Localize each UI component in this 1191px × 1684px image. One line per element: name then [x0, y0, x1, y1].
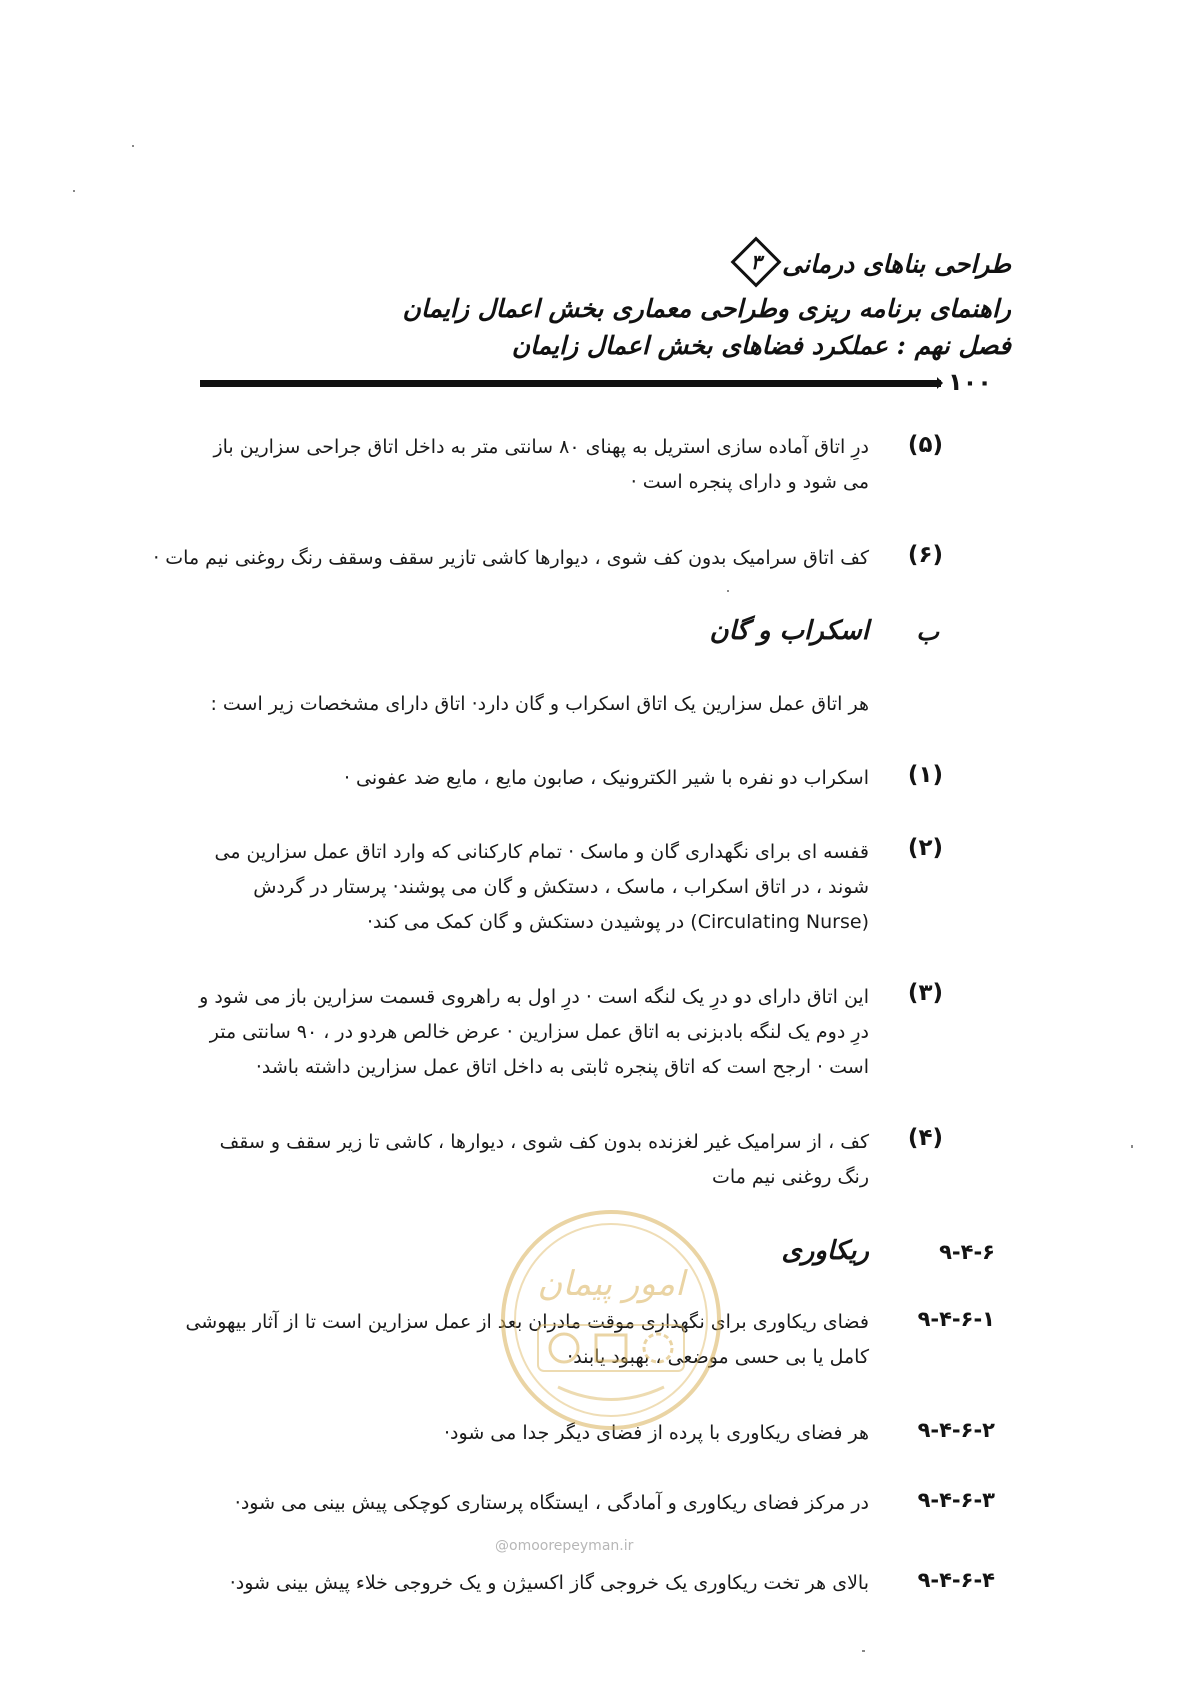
book-title-text: طراحی بناهای درمانی [782, 249, 1011, 279]
item-text: درِ اتاق آماده سازی استریل به پهنای ۸۰ سانتی متر به داخل اتاق جراحی سزارین باز می شود و دارای پنجره است · [213, 436, 869, 493]
item-text: کف اتاق سرامیک بدون کف شوی ، دیوارها کاشی تازیر سقف وسقف رنگ روغنی نیم مات · [153, 547, 869, 569]
subsection-number: ۹-۴-۶-۴ [917, 1568, 995, 1592]
subsection-number: ۹-۴-۶-۱ [917, 1307, 995, 1331]
section-heading: اسکراب و گان [709, 616, 869, 646]
subsection-text: بالای هر تخت ریکاوری یک خروجی گاز اکسیژن و یک خروجی خلاء پیش بینی شود· [229, 1572, 869, 1594]
book-number: ۳ [750, 250, 762, 274]
intro-text: هر اتاق عمل سزارین یک اتاق اسکراب و گان دارد· اتاق دارای مشخصات زیر است : [210, 693, 869, 715]
item-text: قفسه ای برای نگهداری گان و ماسک · تمام کارکنانی که وارد اتاق عمل سزارین می شوند ، در اتاق اسکراب ، ماسک ، دستکش و گان می پوشند· پرستار در گردش (Circulating Nurse) در پوشیدن دستکش و گان کمک می کند· [214, 841, 869, 933]
item-marker: (۱) [907, 762, 943, 788]
section-heading: ریکاوری [781, 1236, 869, 1266]
chapter-title: فصل نهم : عملکرد فضاهای بخش اعمال زایمان [511, 331, 1011, 360]
section-number: ۹-۴-۶ [939, 1240, 995, 1264]
subsection-number: ۹-۴-۶-۲ [917, 1418, 995, 1442]
subsection-number: ۹-۴-۶-۳ [917, 1488, 995, 1512]
item-text: اسکراب دو نفره با شیر الکترونیک ، صابون مایع ، مایع ضد عفونی · [343, 767, 869, 789]
book-title [231, 248, 1011, 284]
subsection-text: فضای ریکاوری برای نگهداری موقت مادران بعد از عمل سزارین است تا از آثار بیهوشی کامل یا بی حسی موضعی ، بهبود یابند· [185, 1311, 869, 1368]
header-rule [200, 380, 941, 387]
subsection-text: هر فضای ریکاوری با پرده از فضای دیگر جدا می شود· [444, 1422, 869, 1444]
scan-speck [862, 1650, 865, 1652]
scan-speck [1131, 1145, 1133, 1148]
item-text: این اتاق دارای دو درِ یک لنگه است · درِ اول به راهروی قسمت سزارین باز می شود و درِ دوم یک لنگه بادبزنی به اتاق عمل سزارین · عرض خالص هردو در ، ۹۰ سانتی متر است · ارجح است که اتاق پنجره ثابتی به داخل اتاق عمل سزارین داشته باشد· [199, 986, 869, 1078]
item-marker: (۵) [907, 432, 943, 458]
watermark-site: @omoorepeyman.ir [495, 1538, 634, 1554]
item-marker: (۶) [907, 542, 943, 568]
scan-speck [727, 590, 729, 592]
header-rule-cap [937, 377, 943, 389]
item-marker: (۲) [907, 835, 943, 861]
item-marker: (۴) [907, 1125, 943, 1151]
scan-speck [132, 145, 134, 147]
guide-title: راهنمای برنامه ریزی وطراحی معماری بخش اعمال زایمان [402, 294, 1011, 323]
item-text: کف ، از سرامیک غیر لغزنده بدون کف شوی ، دیوارها ، کاشی تا زیر سقف و سقف رنگ روغنی نیم مات [219, 1131, 869, 1188]
item-marker: (۳) [907, 980, 943, 1006]
scan-speck [73, 190, 75, 192]
watermark-stamp-logo [498, 1207, 724, 1433]
svg-text:امور پیمان: امور پیمان [537, 1264, 685, 1304]
book-number-badge [731, 237, 782, 288]
section-marker: ب [916, 618, 939, 646]
subsection-text: در مرکز فضای ریکاوری و آمادگی ، ایستگاه پرستاری کوچکی پیش بینی می شود· [234, 1492, 869, 1514]
page-number: ۱۰۰ [948, 368, 992, 396]
